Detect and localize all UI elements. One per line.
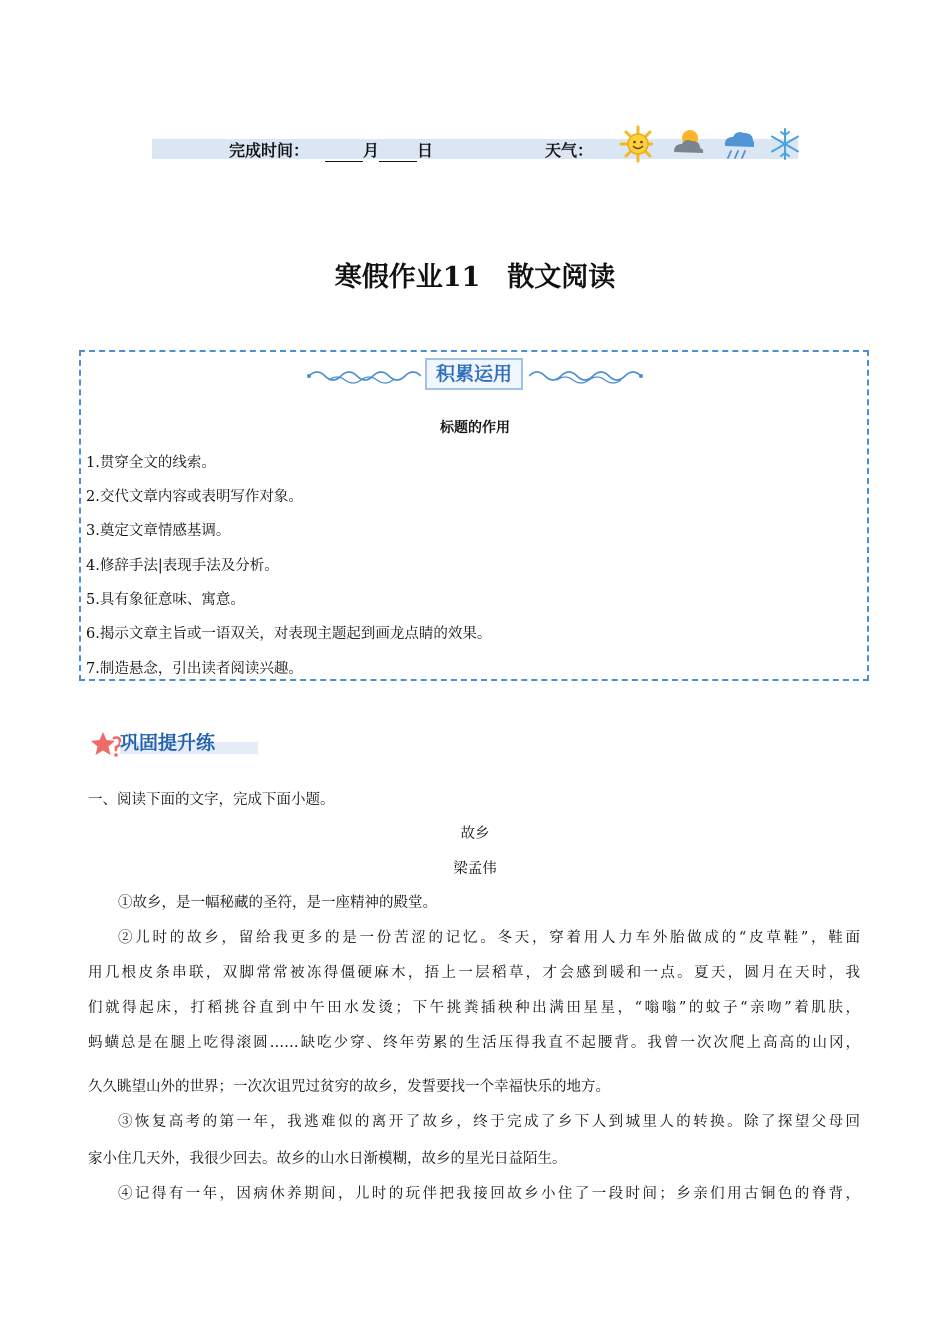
wave-ornament-left bbox=[305, 366, 421, 386]
article-author: 梁孟伟 bbox=[453, 861, 497, 877]
month-label: 月 bbox=[363, 141, 380, 160]
wave-ornament-right bbox=[529, 366, 645, 386]
list-item: 4.修辞手法|表现手法及分析。 bbox=[86, 558, 279, 574]
paragraph-line: ②儿时的故乡，留给我更多的是一份苦涩的记忆。冬天，穿着用人力车外胎做成的“皮草鞋”，鞋面 bbox=[118, 930, 860, 946]
accumulation-subtitle: 标题的作用 bbox=[440, 420, 510, 436]
paragraph-line: 久久眺望山外的世界；一次次诅咒过贫穷的故乡，发誓要找一个幸福快乐的地方。 bbox=[88, 1079, 610, 1095]
instruction: 一、阅读下面的文字，完成下面小题。 bbox=[88, 792, 335, 808]
list-item: 2.交代文章内容或表明写作对象。 bbox=[86, 489, 303, 505]
page-title: 寒假作业11 散文阅读 bbox=[334, 262, 616, 293]
list-item: 7.制造悬念，引出读者阅读兴趣。 bbox=[86, 661, 303, 677]
section-heading: 巩固提升练 bbox=[120, 732, 216, 754]
paragraph-line: 用几根皮条串联，双脚常常被冻得僵硬麻木，捂上一层稻草，才会感到暖和一点。夏天，圆月在天时，我 bbox=[88, 965, 860, 981]
article-title: 故乡 bbox=[460, 826, 490, 842]
rain-icon[interactable] bbox=[719, 124, 759, 164]
accumulation-badge: 积累运用 bbox=[425, 358, 523, 390]
list-item: 1.贯穿全文的线索。 bbox=[86, 455, 216, 471]
month-field[interactable] bbox=[325, 140, 433, 162]
sun-icon[interactable] bbox=[618, 124, 658, 164]
paragraph-line: ①故乡，是一幅秘藏的圣符，是一座精神的殿堂。 bbox=[118, 895, 437, 911]
weather-label: 天气： bbox=[545, 141, 594, 160]
paragraph-line: 蚂蟥总是在腿上吃得滚圆……缺吃少穿、终年劳累的生活压得我直不起腰背。我曾一次次爬上高高的山冈， bbox=[88, 1035, 860, 1051]
paragraph-line: 家小住几天外，我很少回去。故乡的山水日渐模糊，故乡的星光日益陌生。 bbox=[88, 1151, 567, 1167]
day-label: 日 bbox=[417, 141, 434, 160]
list-item: 6.揭示文章主旨或一语双关，对表现主题起到画龙点睛的效果。 bbox=[86, 626, 492, 642]
list-item: 5.具有象征意味、寓意。 bbox=[86, 592, 245, 608]
snowflake-icon[interactable] bbox=[765, 124, 805, 164]
paragraph-line: ③恢复高考的第一年，我逃难似的离开了故乡，终于完成了乡下人到城里人的转换。除了探望父母回 bbox=[118, 1114, 860, 1130]
paragraph-line: 们就得起床，打稻挑谷直到中午田水发烫；下午挑粪插秧种出满田星星，“嗡嗡”的蚊子“亲吻”着肌肤， bbox=[88, 1000, 860, 1016]
completion-time-label: 完成时间： bbox=[229, 141, 310, 160]
list-item: 3.奠定文章情感基调。 bbox=[86, 523, 231, 539]
partly-cloudy-icon[interactable] bbox=[668, 124, 708, 164]
paragraph-line: ④记得有一年，因病休养期间，儿时的玩伴把我接回故乡小住了一段时间；乡亲们用古铜色的脊背， bbox=[118, 1186, 860, 1202]
